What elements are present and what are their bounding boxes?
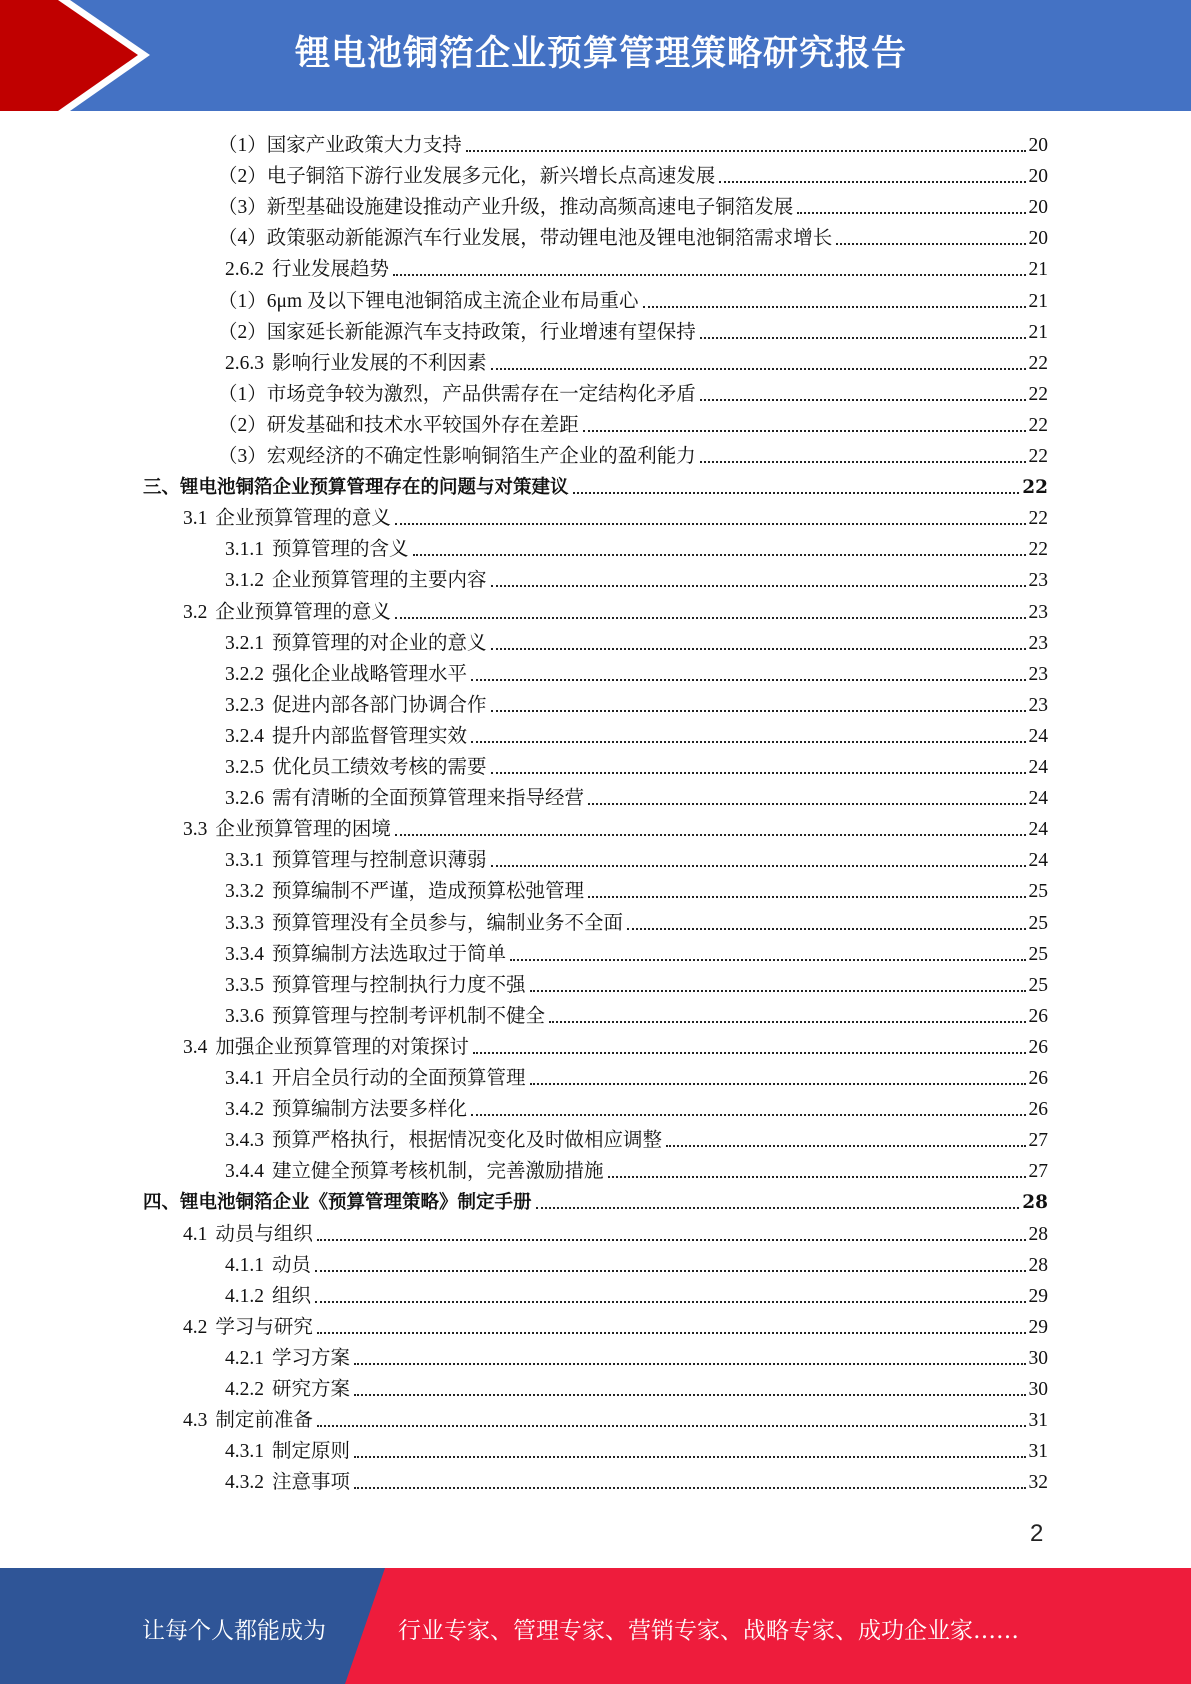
toc-entry-page: 23 — [1028, 633, 1048, 654]
toc-entry-title: 6μm 及以下锂电池铜箔成主流企业布局重心 — [266, 291, 639, 312]
toc-entry-number: 三、 — [143, 477, 181, 498]
toc-dot-leader — [315, 1270, 1025, 1272]
toc-entry[interactable] — [225, 1122, 1048, 1153]
toc-entry-title: 预算管理与控制考评机制不健全 — [272, 1006, 546, 1027]
toc-entry[interactable] — [218, 189, 1048, 220]
toc-entry-number: 3.2.5 — [225, 757, 264, 778]
toc-entry[interactable] — [225, 718, 1048, 749]
toc-entry-number: 3.2.3 — [225, 695, 264, 716]
toc-entry-page: 32 — [1028, 1472, 1048, 1493]
toc-dot-leader — [315, 1301, 1025, 1303]
toc-entry-page: 23 — [1028, 664, 1048, 685]
toc-entry[interactable] — [225, 687, 1048, 718]
toc-dot-leader — [700, 337, 1026, 339]
toc-dot-leader — [395, 523, 1026, 525]
toc-entry-number: 3.1.2 — [225, 570, 264, 591]
toc-dot-leader — [354, 1456, 1025, 1458]
toc-entry-page: 29 — [1028, 1286, 1048, 1307]
toc-entry-page: 22 — [1028, 415, 1048, 436]
toc-entry-title: 政策驱动新能源汽车行业发展，带动锂电池及锂电池铜箔需求增长 — [266, 228, 833, 249]
toc-entry-page: 25 — [1028, 944, 1048, 965]
toc-dot-leader — [588, 896, 1025, 898]
toc-entry-page: 20 — [1028, 135, 1048, 156]
footer-slogan-left: 让每个人都能成为 — [142, 1618, 326, 1644]
toc-entry-title: 学习与研究 — [215, 1317, 313, 1338]
toc-entry-number: 3.1 — [183, 508, 208, 529]
toc-entry-number: 3.3.1 — [225, 850, 264, 871]
toc-entry-page: 21 — [1028, 291, 1048, 312]
toc-entry-page: 20 — [1028, 197, 1048, 218]
toc-entry[interactable] — [225, 1464, 1048, 1495]
toc-entry[interactable] — [225, 531, 1048, 562]
toc-entry-page: 20 — [1028, 166, 1048, 187]
toc-entry-page: 21 — [1028, 259, 1048, 280]
toc-dot-leader — [466, 150, 1026, 152]
toc-dot-leader — [719, 181, 1025, 183]
toc-entry-title: 企业预算管理的意义 — [215, 508, 391, 529]
toc-entry[interactable] — [225, 873, 1048, 904]
toc-entry-title: 企业预算管理的意义 — [215, 602, 391, 623]
toc-dot-leader — [627, 928, 1025, 930]
toc-entry-title: 影响行业发展的不利因素 — [272, 353, 487, 374]
toc-dot-leader — [471, 741, 1025, 743]
toc-dot-leader — [536, 1207, 1020, 1209]
toc-entry[interactable] — [225, 1153, 1048, 1184]
toc-dot-leader — [317, 1425, 1026, 1427]
toc-entry-title: 预算严格执行，根据情况变化及时做相应调整 — [272, 1130, 663, 1151]
toc-entry-title: 锂电池铜箔企业预算管理存在的问题与对策建议 — [180, 477, 569, 498]
toc-dot-leader — [700, 461, 1026, 463]
toc-entry[interactable] — [218, 158, 1048, 189]
toc-entry[interactable] — [225, 656, 1048, 687]
toc-dot-leader — [530, 1083, 1026, 1085]
toc-entry-number: 3.3.3 — [225, 913, 264, 934]
toc-entry-page: 31 — [1028, 1410, 1048, 1431]
toc-entry-page: 30 — [1028, 1379, 1048, 1400]
toc-entry-page: 26 — [1028, 1006, 1048, 1027]
toc-entry-title: 企业预算管理的困境 — [215, 819, 391, 840]
toc-entry[interactable] — [218, 376, 1048, 407]
toc-dot-leader — [393, 274, 1025, 276]
footer-slogan-right: 行业专家、管理专家、营销专家、战略专家、成功企业家…… — [398, 1618, 1019, 1644]
toc-entry-page: 24 — [1028, 819, 1048, 840]
toc-dot-leader — [354, 1363, 1025, 1365]
toc-entry[interactable] — [225, 562, 1048, 593]
toc-entry-page: 22 — [1028, 446, 1048, 467]
toc-entry-page: 22 — [1022, 477, 1048, 498]
toc-entry-page: 20 — [1028, 228, 1048, 249]
toc-entry[interactable] — [225, 998, 1048, 1029]
toc-entry-page: 31 — [1028, 1441, 1048, 1462]
toc-entry[interactable] — [218, 283, 1048, 314]
toc-entry[interactable] — [225, 1247, 1048, 1278]
toc-entry-page: 27 — [1028, 1161, 1048, 1182]
toc-entry-page: 24 — [1028, 788, 1048, 809]
toc-entry-title: 预算管理没有全员参与，编制业务不全面 — [272, 913, 624, 934]
toc-entry[interactable] — [143, 469, 1048, 500]
toc-dot-leader — [583, 430, 1026, 432]
toc-entry-title: 动员 — [272, 1255, 312, 1276]
toc-entry-title: 动员与组织 — [215, 1224, 313, 1245]
toc-entry-title: 市场竞争较为激烈，产品供需存在一定结构化矛盾 — [266, 384, 696, 405]
toc-dot-leader — [413, 554, 1026, 556]
toc-entry-title: 企业预算管理的主要内容 — [272, 570, 487, 591]
toc-entry-title: 加强企业预算管理的对策探讨 — [215, 1037, 469, 1058]
toc-entry[interactable] — [225, 842, 1048, 873]
toc-dot-leader — [395, 834, 1026, 836]
toc-dot-leader — [836, 243, 1025, 245]
toc-entry[interactable] — [225, 1091, 1048, 1122]
toc-entry-title: 需有清晰的全面预算管理来指导经营 — [272, 788, 585, 809]
toc-entry-page: 26 — [1028, 1099, 1048, 1120]
toc-entry-page: 26 — [1028, 1037, 1048, 1058]
document-title: 锂电池铜箔企业预算管理策略研究报告 — [295, 34, 908, 74]
toc-entry-page: 23 — [1028, 695, 1048, 716]
toc-dot-leader — [317, 1332, 1026, 1334]
toc-entry-title: 促进内部各部门协调合作 — [272, 695, 487, 716]
toc-dot-leader — [797, 212, 1025, 214]
toc-entry-number: 3.2 — [183, 602, 208, 623]
toc-entry-title: 学习方案 — [272, 1348, 351, 1369]
toc-entry-number: 4.2.2 — [225, 1379, 264, 1400]
toc-entry-number: 4.1 — [183, 1224, 208, 1245]
toc-entry-number: 3.3.5 — [225, 975, 264, 996]
toc-entry[interactable] — [225, 345, 1048, 376]
toc-dot-leader — [471, 679, 1025, 681]
toc-dot-leader — [666, 1145, 1025, 1147]
toc-entry-title: 预算编制方法选取过于简单 — [272, 944, 507, 965]
toc-entry-title: 强化企业战略管理水平 — [272, 664, 468, 685]
toc-entry-title: 锂电池铜箔企业《预算管理策略》制定手册 — [180, 1192, 532, 1213]
toc-dot-leader — [700, 399, 1026, 401]
toc-entry-number: 3.4.2 — [225, 1099, 264, 1120]
toc-entry[interactable] — [225, 780, 1048, 811]
toc-entry-title: 预算管理的对企业的意义 — [272, 633, 487, 654]
toc-entry-number: 4.3.2 — [225, 1472, 264, 1493]
toc-entry[interactable] — [183, 811, 1048, 842]
toc-entry-number: 3.2.1 — [225, 633, 264, 654]
toc-entry-page: 25 — [1028, 913, 1048, 934]
toc-entry-title: 研发基础和技术水平较国外存在差距 — [266, 415, 579, 436]
toc-entry[interactable] — [183, 1029, 1048, 1060]
toc-entry-title: 国家延长新能源汽车支持政策，行业增速有望保持 — [266, 322, 696, 343]
toc-entry-title: 建立健全预算考核机制，完善激励措施 — [272, 1161, 604, 1182]
toc-entry-number: 四、 — [143, 1192, 181, 1213]
toc-entry-page: 29 — [1028, 1317, 1048, 1338]
toc-dot-leader — [510, 959, 1025, 961]
toc-entry-page: 23 — [1028, 602, 1048, 623]
toc-dot-leader — [395, 617, 1026, 619]
toc-entry-title: 行业发展趋势 — [272, 259, 390, 280]
toc-entry-number: 3.3 — [183, 819, 208, 840]
toc-entry[interactable] — [225, 967, 1048, 998]
toc-dot-leader — [530, 990, 1026, 992]
toc-entry[interactable] — [183, 1309, 1048, 1340]
toc-entry[interactable] — [225, 905, 1048, 936]
toc-dot-leader — [473, 1052, 1026, 1054]
toc-dot-leader — [549, 1021, 1025, 1023]
toc-entry-title: 研究方案 — [272, 1379, 351, 1400]
toc-entry-number: 2.6.3 — [225, 353, 264, 374]
toc-entry-number: （2） — [218, 166, 267, 187]
toc-dot-leader — [491, 865, 1026, 867]
toc-entry-title: 预算编制方法要多样化 — [272, 1099, 468, 1120]
toc-dot-leader — [491, 772, 1026, 774]
toc-entry[interactable] — [183, 594, 1048, 625]
toc-entry-number: 3.3.6 — [225, 1006, 264, 1027]
toc-entry-title: 组织 — [272, 1286, 312, 1307]
toc-entry-number: （4） — [218, 228, 267, 249]
toc-entry[interactable] — [218, 127, 1048, 158]
toc-entry[interactable] — [218, 314, 1048, 345]
toc-entry[interactable] — [225, 251, 1048, 282]
toc-entry-number: 3.4.3 — [225, 1130, 264, 1151]
toc-entry-title: 制定前准备 — [215, 1410, 313, 1431]
toc-entry[interactable] — [225, 1060, 1048, 1091]
toc-entry[interactable] — [218, 407, 1048, 438]
toc-entry-page: 28 — [1028, 1255, 1048, 1276]
toc-entry-number: （2） — [218, 322, 267, 343]
page-number: 2 — [1030, 1520, 1044, 1547]
toc-entry-number: 3.4.4 — [225, 1161, 264, 1182]
toc-dot-leader — [317, 1239, 1026, 1241]
toc-entry[interactable] — [225, 1278, 1048, 1309]
toc-entry-number: 3.4 — [183, 1037, 208, 1058]
toc-dot-leader — [354, 1394, 1025, 1396]
page-header — [0, 0, 1191, 111]
toc-entry-number: 4.2.1 — [225, 1348, 264, 1369]
toc-entry-number: 4.2 — [183, 1317, 208, 1338]
toc-entry-page: 26 — [1028, 1068, 1048, 1089]
toc-entry-page: 28 — [1028, 1224, 1048, 1245]
toc-entry-page: 23 — [1028, 570, 1048, 591]
toc-entry-page: 22 — [1028, 508, 1048, 529]
toc-entry-page: 21 — [1028, 322, 1048, 343]
toc-entry-page: 24 — [1028, 850, 1048, 871]
toc-entry[interactable] — [225, 749, 1048, 780]
toc-dot-leader — [573, 492, 1020, 494]
toc-entry-number: 3.2.2 — [225, 664, 264, 685]
toc-entry[interactable] — [218, 438, 1048, 469]
toc-entry-title: 提升内部监督管理实效 — [272, 726, 468, 747]
toc-dot-leader — [491, 368, 1026, 370]
toc-entry-number: 4.3.1 — [225, 1441, 264, 1462]
toc-entry-page: 25 — [1028, 975, 1048, 996]
toc-dot-leader — [608, 1176, 1026, 1178]
toc-entry-number: （1） — [218, 135, 267, 156]
toc-entry-number: （2） — [218, 415, 267, 436]
toc-entry[interactable] — [183, 1402, 1048, 1433]
toc-entry-title: 宏观经济的不确定性影响铜箔生产企业的盈利能力 — [266, 446, 696, 467]
toc-entry-title: 国家产业政策大力支持 — [266, 135, 462, 156]
toc-entry-title: 新型基础设施建设推动产业升级，推动高频高速电子铜箔发展 — [266, 197, 794, 218]
toc-entry-number: （1） — [218, 384, 267, 405]
toc-entry-number: 3.2.4 — [225, 726, 264, 747]
toc-dot-leader — [491, 710, 1026, 712]
toc-dot-leader — [588, 803, 1025, 805]
toc-entry-number: 4.1.1 — [225, 1255, 264, 1276]
toc-entry-number: 3.3.4 — [225, 944, 264, 965]
toc-dot-leader — [354, 1487, 1025, 1489]
toc-entry-page: 22 — [1028, 384, 1048, 405]
toc-entry-number: （1） — [218, 291, 267, 312]
toc-entry-page: 24 — [1028, 726, 1048, 747]
toc-entry[interactable] — [143, 1184, 1048, 1215]
toc-entry-title: 电子铜箔下游行业发展多元化，新兴增长点高速发展 — [266, 166, 716, 187]
toc-entry[interactable] — [225, 1433, 1048, 1464]
toc-entry-title: 预算管理的含义 — [272, 539, 409, 560]
toc-entry-number: 3.4.1 — [225, 1068, 264, 1089]
toc-entry-number: （3） — [218, 197, 267, 218]
toc-dot-leader — [471, 1114, 1025, 1116]
toc-dot-leader — [491, 585, 1026, 587]
toc-entry-number: 3.2.6 — [225, 788, 264, 809]
toc-entry-page: 22 — [1028, 353, 1048, 374]
toc-dot-leader — [491, 648, 1026, 650]
toc-entry-title: 优化员工绩效考核的需要 — [272, 757, 487, 778]
toc-entry-title: 注意事项 — [272, 1472, 351, 1493]
toc-entry-page: 22 — [1028, 539, 1048, 560]
toc-entry-page: 25 — [1028, 881, 1048, 902]
toc-entry[interactable] — [225, 625, 1048, 656]
toc-entry[interactable] — [183, 500, 1048, 531]
toc-entry-number: 3.3.2 — [225, 881, 264, 902]
toc-entry-page: 27 — [1028, 1130, 1048, 1151]
toc-entry-number: 4.3 — [183, 1410, 208, 1431]
toc-entry-title: 预算管理与控制执行力度不强 — [272, 975, 526, 996]
toc-dot-leader — [643, 306, 1026, 308]
toc-entry-number: （3） — [218, 446, 267, 467]
page-footer — [0, 1568, 1191, 1684]
toc-entry-title: 制定原则 — [272, 1441, 351, 1462]
toc-entry-page: 28 — [1022, 1192, 1048, 1213]
toc-entry[interactable] — [183, 1216, 1048, 1247]
toc-entry[interactable] — [225, 1340, 1048, 1371]
toc-entry-title: 预算编制不严谨，造成预算松弛管理 — [272, 881, 585, 902]
toc-entry-number: 3.1.1 — [225, 539, 264, 560]
toc-entry-page: 24 — [1028, 757, 1048, 778]
toc-entry-number: 4.1.2 — [225, 1286, 264, 1307]
toc-entry-title: 开启全员行动的全面预算管理 — [272, 1068, 526, 1089]
toc-entry-title: 预算管理与控制意识薄弱 — [272, 850, 487, 871]
toc-entry[interactable] — [225, 1371, 1048, 1402]
toc-entry[interactable] — [218, 220, 1048, 251]
toc-entry-number: 2.6.2 — [225, 259, 264, 280]
toc-entry[interactable] — [225, 936, 1048, 967]
toc-entry-page: 30 — [1028, 1348, 1048, 1369]
